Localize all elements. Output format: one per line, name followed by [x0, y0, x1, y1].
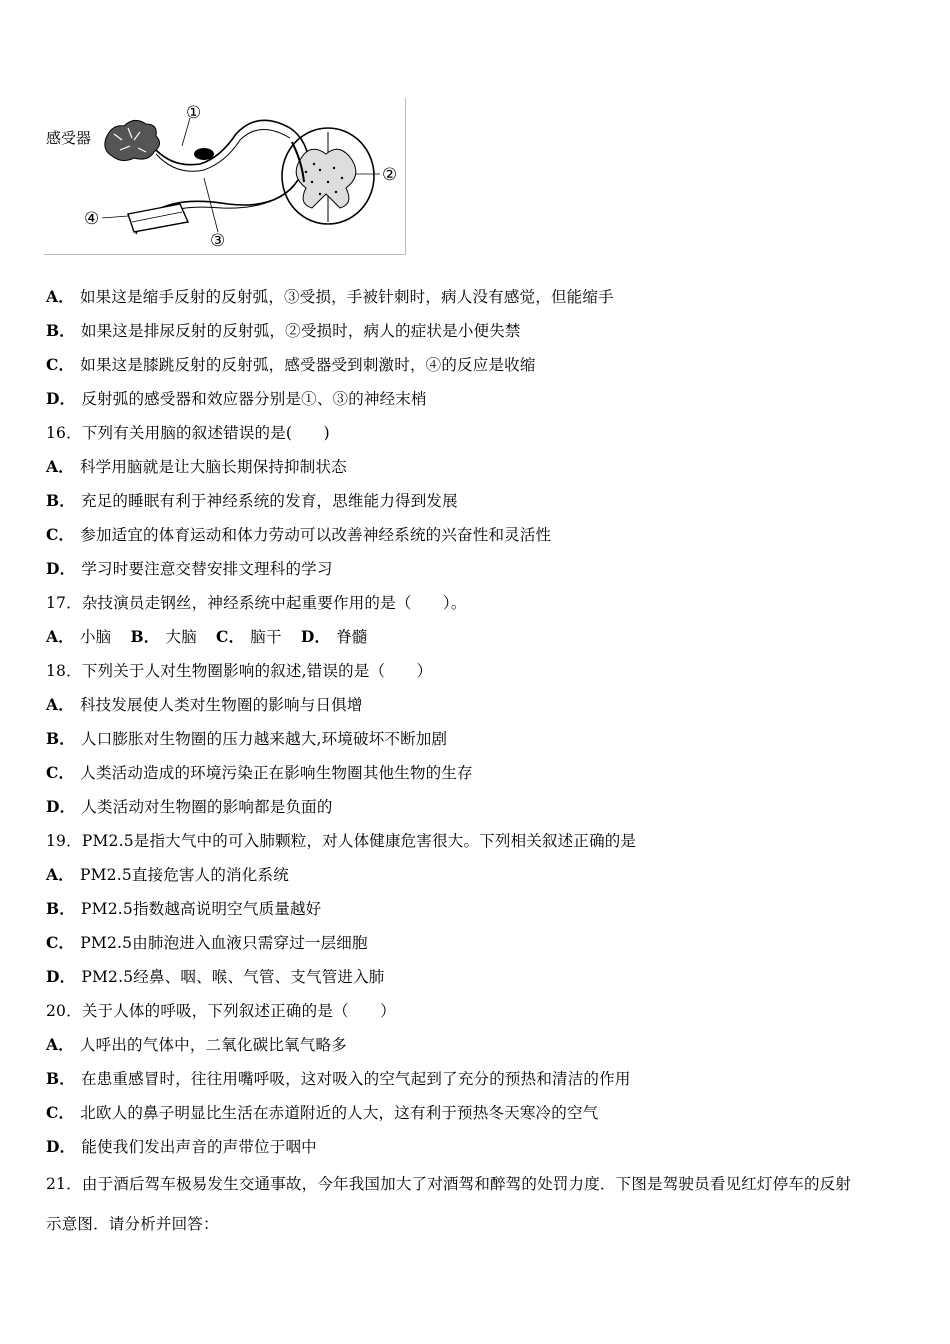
effector — [128, 204, 188, 232]
reflex-arc-diagram — [44, 98, 405, 254]
q16-option-d: D． 学习时要注意交替安排文理科的学习 — [46, 559, 333, 578]
mark-3: ③ — [210, 231, 226, 251]
q16-option-c: C． 参加适宜的体育运动和体力劳动可以改善神经系统的兴奋性和灵活性 — [46, 525, 552, 544]
ganglion — [194, 148, 214, 160]
q20-option-a: A． 人呼出的气体中，二氧化碳比氧气略多 — [46, 1035, 347, 1054]
mark-4: ④ — [84, 209, 100, 229]
receptor-label: 感受器 — [46, 129, 92, 147]
sensory-neuron — [156, 120, 310, 168]
q21-stem-line2: 示意图．请分析并回答： — [46, 1215, 219, 1233]
q18-option-d: D． 人类活动对生物圈的影响都是负面的 — [46, 797, 333, 816]
mark-1: ① — [186, 103, 202, 123]
q16-option-b: B． 充足的睡眠有利于神经系统的发育，思维能力得到发展 — [46, 491, 458, 510]
reflex-arc-figure — [44, 98, 406, 255]
q19-stem: 19．PM2.5是指大气中的可入肺颗粒，对人体健康危害很大。下列相关叙述正确的是 — [46, 832, 637, 850]
q20-option-d: D． 能使我们发出声音的声带位于咽中 — [46, 1137, 317, 1156]
question-body — [46, 280, 916, 1244]
q19-option-d: D． PM2.5经鼻、咽、喉、气管、支气管进入肺 — [46, 967, 385, 986]
q20-stem: 20．关于人体的呼吸，下列叙述正确的是（ ） — [46, 1002, 396, 1020]
q17-stem: 17．杂技演员走钢丝，神经系统中起重要作用的是（ ）。 — [46, 594, 467, 612]
q19-option-c: C． PM2.5由肺泡进入血液只需穿过一层细胞 — [46, 933, 368, 952]
q15-option-d: D． 反射弧的感受器和效应器分别是①、③的神经末梢 — [46, 389, 427, 408]
q17-option-d: D． 脊髓 — [300, 627, 368, 646]
receptor-blob — [105, 120, 160, 160]
q17-option-a: A． 小脑 — [46, 627, 112, 646]
q16-option-a: A． 科学用脑就是让大脑长期保持抑制状态 — [46, 457, 347, 476]
q18-option-c: C． 人类活动造成的环境污染正在影响生物圈其他生物的生存 — [46, 763, 473, 782]
mark-2: ② — [382, 165, 398, 185]
q19-option-a: A． PM2.5直接危害人的消化系统 — [46, 865, 289, 884]
q17-option-b: B． 大脑 — [130, 627, 197, 646]
q18-stem: 18．下列关于人对生物圈影响的叙述,错误的是（ ） — [46, 662, 433, 680]
q20-option-b: B． 在患重感冒时，往往用嘴呼吸，这对吸入的空气起到了充分的预热和清洁的作用 — [46, 1069, 631, 1088]
q19-option-b: B． PM2.5指数越高说明空气质量越好 — [46, 899, 322, 918]
q16-stem: 16．下列有关用脑的叙述错误的是( ) — [46, 424, 330, 442]
q20-option-c: C． 北欧人的鼻子明显比生活在赤道附近的人大，这有利于预热冬天寒冷的空气 — [46, 1103, 599, 1122]
q17-option-c: C． 脑干 — [216, 627, 282, 646]
q15-option-b: B． 如果这是排尿反射的反射弧，②受损时，病人的症状是小便失禁 — [46, 321, 521, 340]
q17-options — [46, 620, 916, 654]
gray-matter — [296, 149, 356, 208]
q18-option-a: A． 科技发展使人类对生物圈的影响与日俱增 — [46, 695, 363, 714]
q18-option-b: B． 人口膨胀对生物圈的压力越来越大,环境破坏不断加剧 — [46, 729, 448, 748]
q15-option-a: A． 如果这是缩手反射的反射弧，③受损，手被针刺时，病人没有感觉，但能缩手 — [46, 287, 614, 306]
q15-option-c: C． 如果这是膝跳反射的反射弧，感受器受到刺激时，④的反应是收缩 — [46, 355, 536, 374]
q21-stem-line1: 21．由于酒后驾车极易发生交通事故，今年我国加大了对酒驾和醉驾的处罚力度．下图是驾驶员看见红灯停车的反射 — [46, 1175, 852, 1193]
